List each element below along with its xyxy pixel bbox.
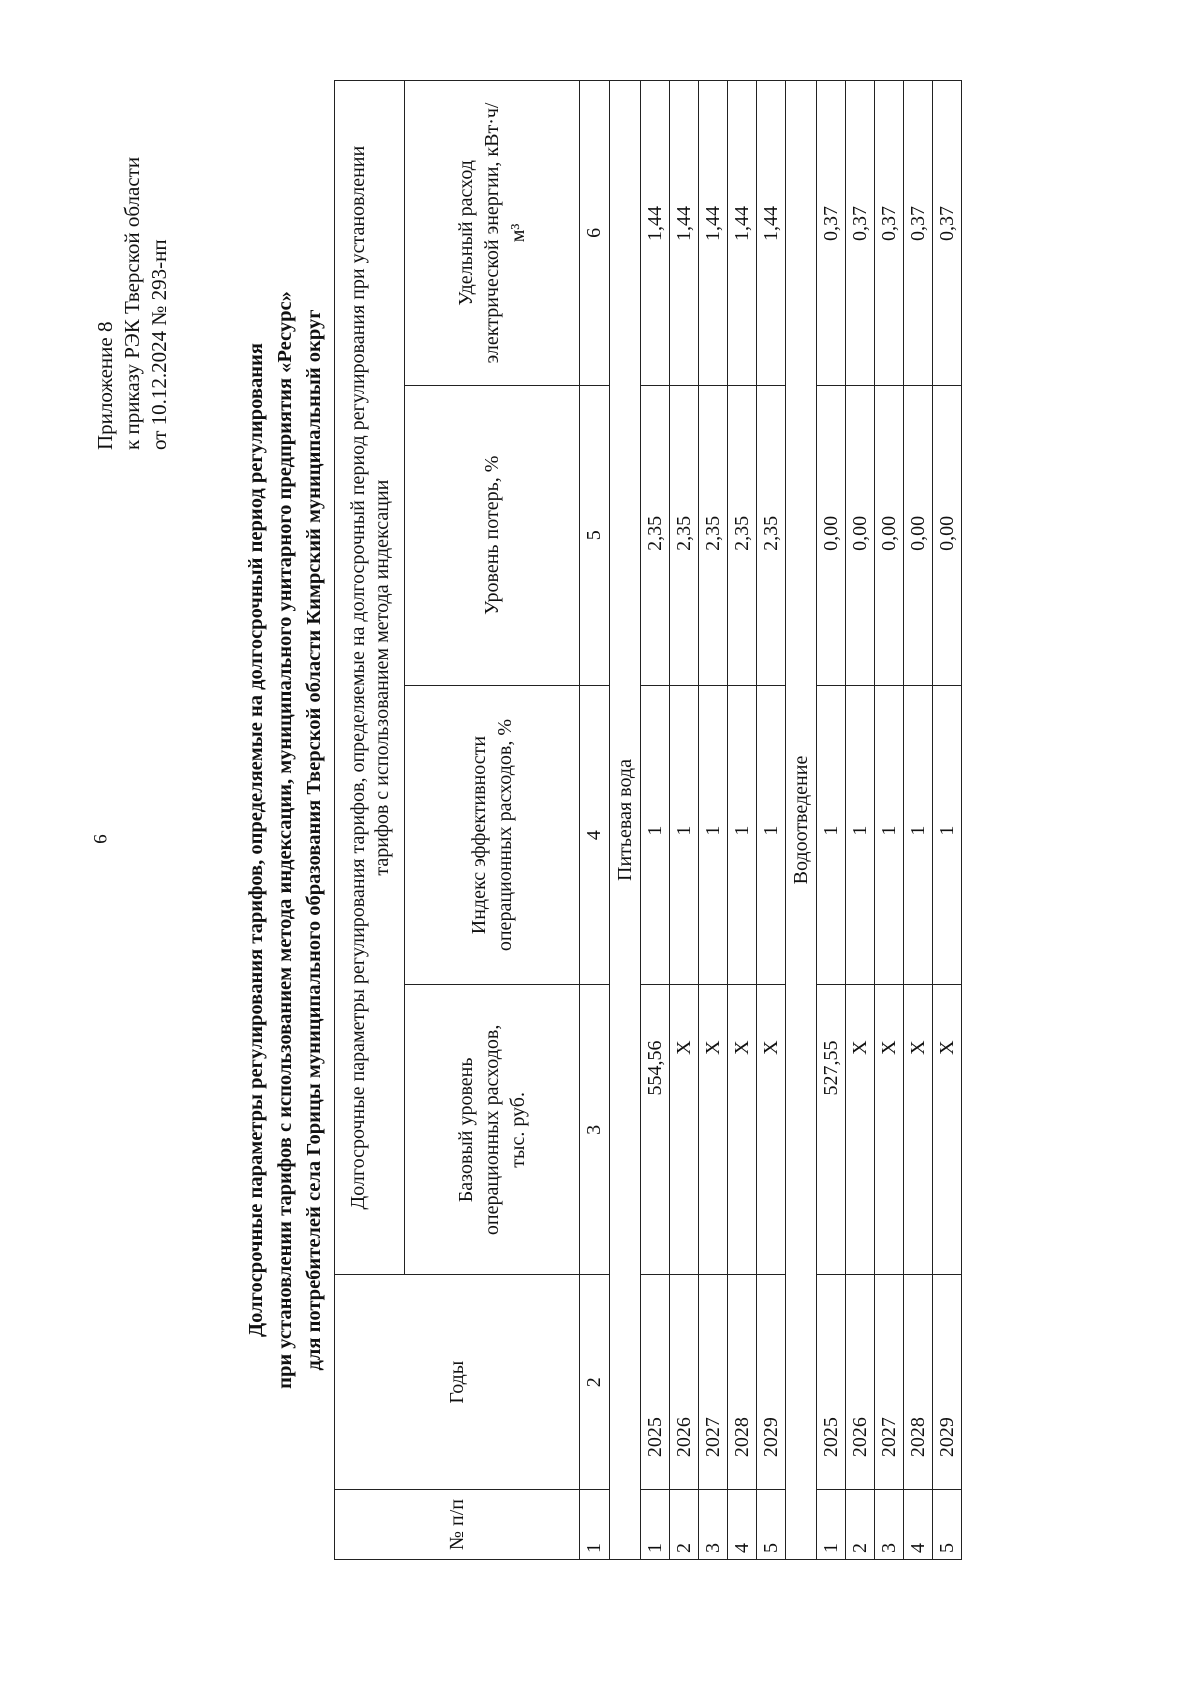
base-level-cell: 554,56	[641, 985, 670, 1275]
row-number-cell: 2	[670, 1490, 699, 1560]
energy-consumption-cell: 0,37	[875, 81, 904, 386]
parameters-table	[334, 80, 962, 1560]
table-row	[846, 81, 875, 1560]
column-number-cell: 6	[580, 81, 610, 386]
row-number-cell: 4	[728, 1490, 757, 1560]
base-level-cell: Х	[728, 985, 757, 1275]
loss-level-cell: 0,00	[875, 385, 904, 685]
energy-consumption-cell: 1,44	[641, 81, 670, 386]
loss-level-cell: 2,35	[728, 385, 757, 685]
section-title: Питьевая вода	[610, 81, 641, 1560]
efficiency-index-cell: 1	[904, 685, 933, 985]
header-efficiency-index: Индекс эффективности операционных расходов, %	[405, 685, 580, 985]
year-cell: 2029	[757, 1275, 786, 1490]
table-row	[817, 81, 846, 1560]
loss-level-cell: 2,35	[670, 385, 699, 685]
row-number-cell: 2	[846, 1490, 875, 1560]
title-line-3: для потребителей села Горицы муниципального образования Тверской области Кимрский муниципальный округ	[303, 309, 325, 1371]
table-row	[875, 81, 904, 1560]
table-row	[670, 81, 699, 1560]
loss-level-cell: 0,00	[817, 385, 846, 685]
efficiency-index-cell: 1	[699, 685, 728, 985]
row-number-cell: 3	[875, 1490, 904, 1560]
year-cell: 2026	[846, 1275, 875, 1490]
base-level-cell: 527,55	[817, 985, 846, 1275]
section-row	[610, 81, 641, 1560]
table-row	[757, 81, 786, 1560]
base-level-cell: Х	[670, 985, 699, 1275]
row-number-cell: 4	[904, 1490, 933, 1560]
base-level-cell: Х	[699, 985, 728, 1275]
header-loss-level: Уровень потерь, %	[405, 385, 580, 685]
energy-consumption-cell: 1,44	[699, 81, 728, 386]
header-energy-consumption: Удельный расход электрической энергии, кВт·ч/м³	[405, 81, 580, 386]
row-number-cell: 1	[641, 1490, 670, 1560]
energy-consumption-cell: 0,37	[904, 81, 933, 386]
landscape-page	[80, 60, 1180, 1620]
loss-level-cell: 0,00	[846, 385, 875, 685]
efficiency-index-cell: 1	[817, 685, 846, 985]
energy-consumption-cell: 0,37	[817, 81, 846, 386]
table-row	[699, 81, 728, 1560]
section-row	[786, 81, 817, 1560]
base-level-cell: Х	[875, 985, 904, 1275]
table-row	[904, 81, 933, 1560]
base-level-cell: Х	[846, 985, 875, 1275]
table-row	[728, 81, 757, 1560]
row-number-cell: 5	[933, 1490, 962, 1560]
title-line-1: Долгосрочные параметры регулирования тарифов, определяемые на долгосрочный период регулирования	[245, 343, 267, 1337]
title-line-2: при установлении тарифов с использованием метода индексации, муниципального унитарного предприятия «Ресурс»	[274, 291, 296, 1389]
base-level-cell: Х	[904, 985, 933, 1275]
energy-consumption-cell: 1,44	[757, 81, 786, 386]
column-number-cell: 2	[580, 1275, 610, 1490]
section-title: Водоотведение	[786, 81, 817, 1560]
year-cell: 2026	[670, 1275, 699, 1490]
loss-level-cell: 2,35	[757, 385, 786, 685]
row-number-cell: 3	[699, 1490, 728, 1560]
efficiency-index-cell: 1	[757, 685, 786, 985]
table-row	[933, 81, 962, 1560]
header-base-level: Базовый уровень операционных расходов, тыс. руб.	[405, 985, 580, 1275]
appendix-line-1: Приложение 8	[93, 321, 117, 450]
appendix-line-2: к приказу РЭК Тверской области	[120, 156, 144, 450]
loss-level-cell: 2,35	[699, 385, 728, 685]
loss-level-cell: 0,00	[904, 385, 933, 685]
year-cell: 2027	[699, 1275, 728, 1490]
energy-consumption-cell: 1,44	[728, 81, 757, 386]
row-number-cell: 5	[757, 1490, 786, 1560]
efficiency-index-cell: 1	[875, 685, 904, 985]
column-number-cell: 5	[580, 385, 610, 685]
document-title	[242, 190, 329, 1490]
energy-consumption-cell: 1,44	[670, 81, 699, 386]
appendix-block	[92, 70, 173, 450]
efficiency-index-cell: 1	[670, 685, 699, 985]
efficiency-index-cell: 1	[933, 685, 962, 985]
loss-level-cell: 0,00	[933, 385, 962, 685]
efficiency-index-cell: 1	[641, 685, 670, 985]
column-number-cell: 4	[580, 685, 610, 985]
loss-level-cell: 2,35	[641, 385, 670, 685]
page-number: 9	[88, 834, 110, 844]
year-cell: 2025	[817, 1275, 846, 1490]
year-cell: 2029	[933, 1275, 962, 1490]
header-number: № п/п	[335, 1490, 580, 1560]
efficiency-index-cell: 1	[728, 685, 757, 985]
base-level-cell: Х	[757, 985, 786, 1275]
year-cell: 2025	[641, 1275, 670, 1490]
year-cell: 2027	[875, 1275, 904, 1490]
row-number-cell: 1	[817, 1490, 846, 1560]
year-cell: 2028	[728, 1275, 757, 1490]
efficiency-index-cell: 1	[846, 685, 875, 985]
column-number-cell: 3	[580, 985, 610, 1275]
year-cell: 2028	[904, 1275, 933, 1490]
energy-consumption-cell: 0,37	[933, 81, 962, 386]
header-years: Годы	[335, 1275, 580, 1490]
base-level-cell: Х	[933, 985, 962, 1275]
column-number-cell: 1	[580, 1490, 610, 1560]
energy-consumption-cell: 0,37	[846, 81, 875, 386]
table-row	[641, 81, 670, 1560]
appendix-line-3: от 10.12.2024 № 293-нп	[147, 239, 171, 450]
header-group: Долгосрочные параметры регулирования тарифов, определяемые на долгосрочный период регулирования при установлении тарифов с использованием метода индексации	[335, 81, 405, 1275]
